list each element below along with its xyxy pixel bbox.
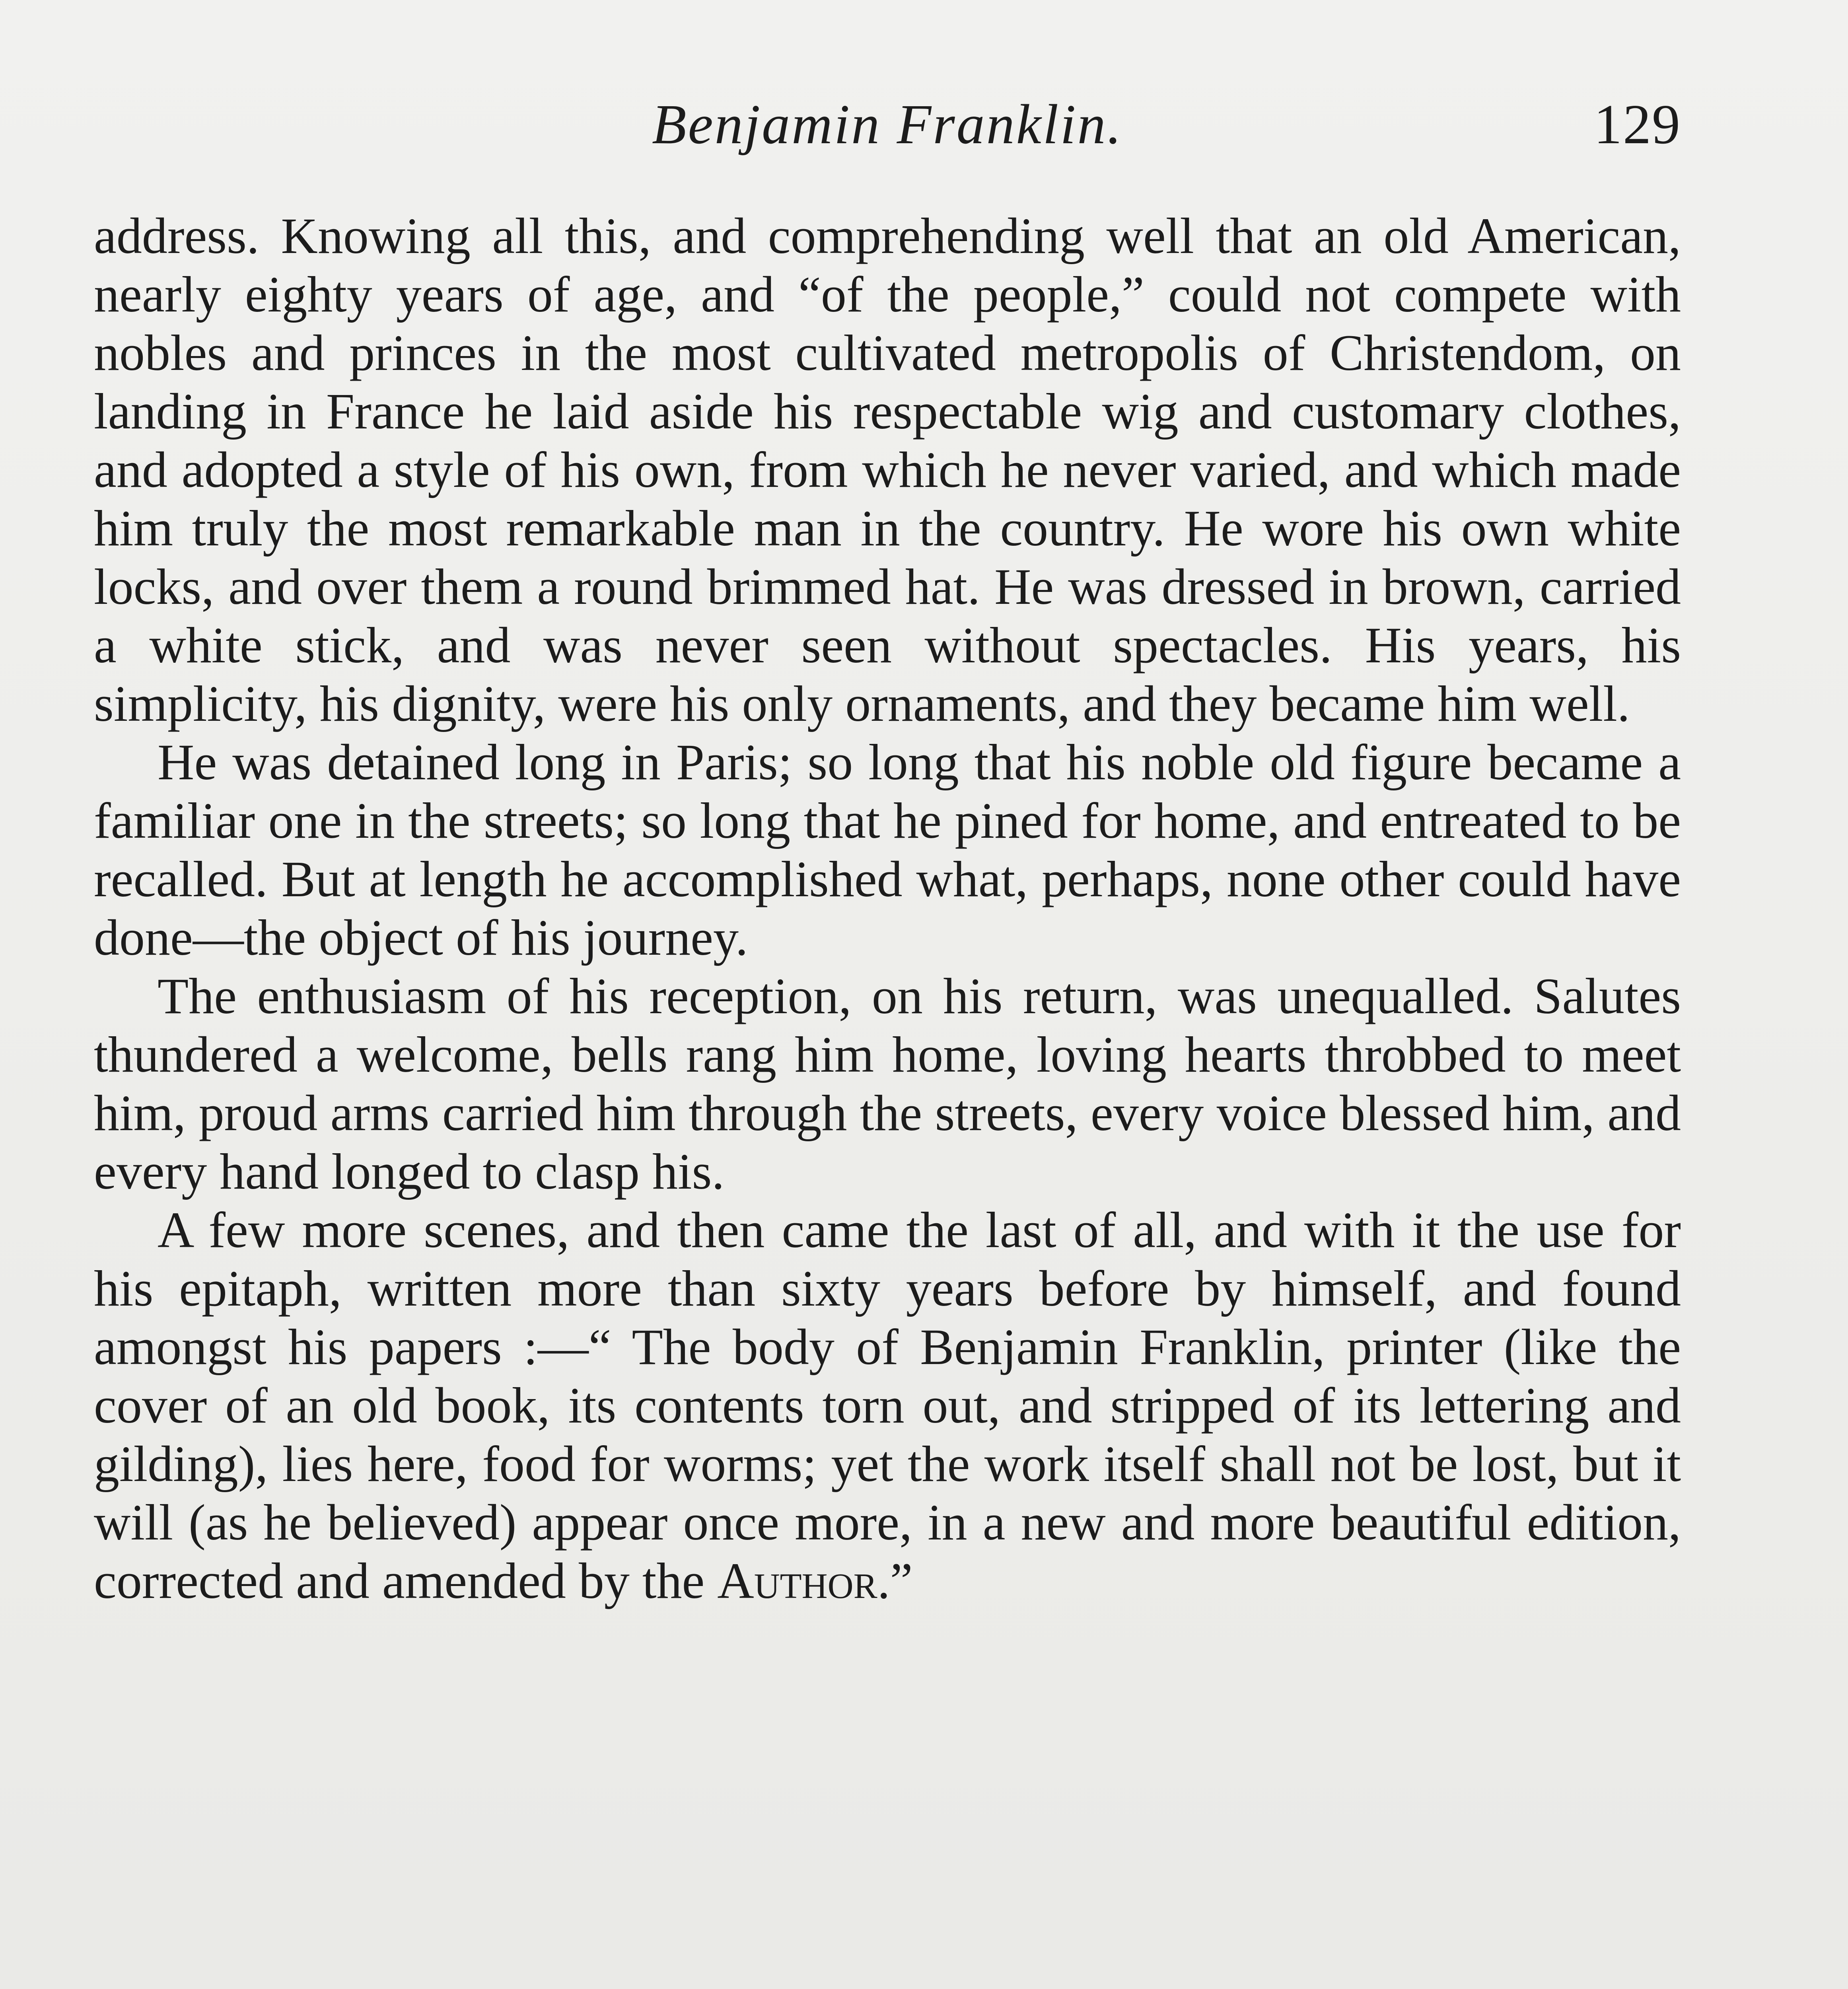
paragraph-4-text: A few more scenes, and then came the last of all, and with it the use for his epitaph, written more than sixty years before by himself, and found amongst his papers :—“ The body of Benjamin Franklin, printer (like the cover of an old book, its contents torn out, and stripped of its lettering and gilding), lies here, food for worms; yet the work itself shall not be lost, but it will (as he believed) appear once more, in a new and more beautiful edition, corrected and amended by the: [94, 1202, 1681, 1609]
paragraph-3: The enthusiasm of his reception, on his return, was unequalled. Salutes thundered a welcome, bells rang him home, loving hearts throbbed to meet him, proud arms carried him through the streets, every voice blessed him, and every hand longed to clasp his.: [94, 968, 1681, 1200]
body-text: [94, 207, 1681, 1610]
paragraph-4: [94, 1201, 1681, 1610]
paragraph-4-end: .”: [877, 1553, 913, 1609]
page-number: 129: [1594, 93, 1681, 156]
page-header: [94, 91, 1681, 167]
running-title: Benjamin Franklin.: [652, 93, 1123, 156]
paragraph-1: address. Knowing all this, and comprehending well that an old American, nearly eighty years of age, and “of the people,” could not compete with nobles and princes in the most cultivated metropolis of Christendom, on landing in France he laid aside his respectable wig and customary clothes, and adopted a style of his own, from which he never varied, and which made him truly the most remarkable man in the country. He wore his own white locks, and over them a round brimmed hat. He was dressed in brown, carried a white stick, and was never seen without spectacles. His years, his simplicity, his dignity, were his only ornaments, and they became him well.: [94, 208, 1681, 732]
author-smallcaps: Author: [717, 1553, 877, 1609]
paragraph-2: He was detained long in Paris; so long that his noble old figure became a familiar one in the streets; so long that he pined for home, and entreated to be recalled. But at length he accomplished what, perhaps, none other could have done—the object of his journey.: [94, 734, 1681, 966]
